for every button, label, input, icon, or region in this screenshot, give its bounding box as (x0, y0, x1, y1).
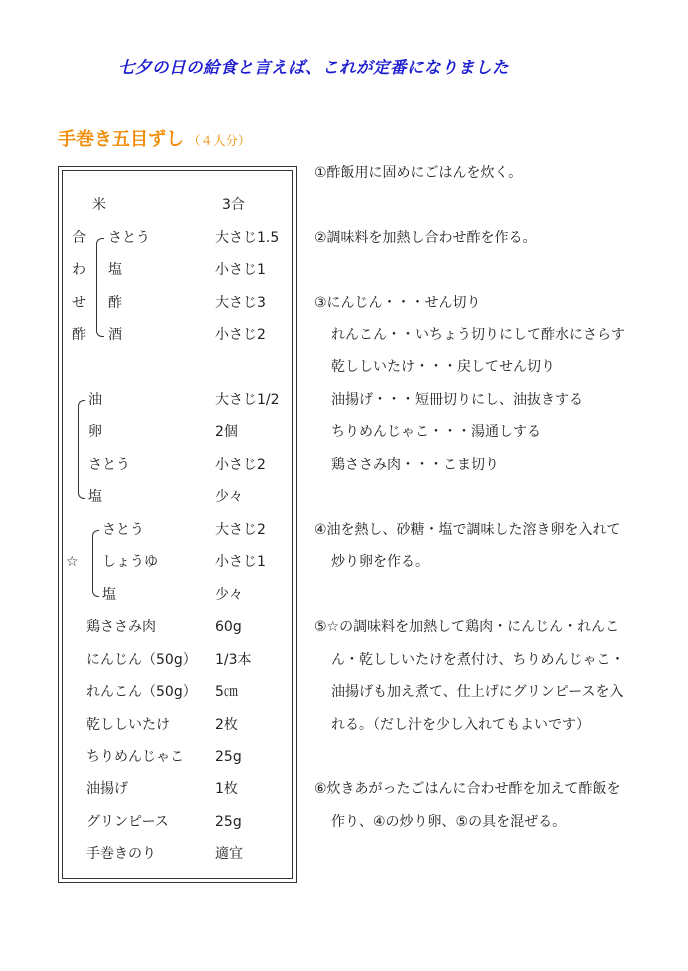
ingredient-amount: 大さじ3 (215, 295, 266, 311)
ingredient-amount: 2枚 (215, 717, 238, 733)
ingredient-amount: 5㎝ (215, 684, 238, 700)
ingredient-name-rice: 米 (92, 197, 106, 213)
ingredient-name: さとう (102, 522, 144, 538)
ingredient-amount: 1枚 (215, 781, 238, 797)
ingredient-name: にんじん（50g） (86, 652, 197, 668)
awasezu-label-char: せ (72, 295, 86, 311)
ingredient-amount: 2個 (215, 424, 238, 440)
awasezu-label-char: わ (72, 262, 86, 278)
ingredient-amount: 大さじ2 (215, 522, 266, 538)
ingredient-name: 塩 (102, 587, 116, 603)
step-line: ③にんじん・・・せん切り (314, 295, 481, 311)
ingredient-amount: 適宜 (215, 846, 243, 862)
ingredient-name: 油揚げ (86, 781, 128, 797)
ingredient-name: 手巻きのり (86, 846, 156, 862)
awasezu-label-char: 酢 (72, 327, 86, 343)
step-line: ⑥炊きあがったごはんに合わせ酢を加えて酢飯を (314, 781, 621, 797)
step-line: ん・乾ししいたけを煮付け、ちりめんじゃこ・ (331, 652, 625, 668)
step-line: 鶏ささみ肉・・・こま切り (331, 457, 499, 473)
recipe-title-row (58, 125, 251, 151)
ingredient-amount-rice: 3合 (222, 197, 245, 213)
ingredient-name: 乾ししいたけ (86, 717, 170, 733)
star-label: ☆ (66, 554, 79, 570)
headline: 七夕の日の給食と言えば、これが定番になりました (118, 58, 509, 77)
recipe-title: 手巻き五目ずし (58, 129, 184, 150)
egg-group-bracket (78, 400, 85, 499)
ingredient-name: グリンピース (86, 814, 169, 830)
ingredient-name: さとう (88, 457, 130, 473)
ingredient-name: 塩 (88, 489, 102, 505)
ingredient-name: 鶏ささみ肉 (86, 619, 156, 635)
step-line: 乾ししいたけ・・・戻してせん切り (331, 359, 555, 375)
step-line: ちりめんじゃこ・・・湯通しする (331, 424, 541, 440)
ingredient-name: しょうゆ (102, 554, 158, 570)
step-line: れる。（だし汁を少し入れてもよいです） (331, 717, 590, 733)
step-line: ④油を熱し、砂糖・塩で調味した溶き卵を入れて (314, 522, 621, 538)
ingredient-name: 酢 (108, 295, 122, 311)
step-line: 作り、④の炒り卵、⑤の具を混ぜる。 (331, 814, 567, 830)
ingredient-name: 卵 (88, 424, 102, 440)
ingredient-amount: 25g (215, 814, 242, 830)
ingredient-amount: 少々 (215, 587, 243, 603)
step-line: ②調味料を加熱し合わせ酢を作る。 (314, 230, 537, 246)
ingredient-name: ちりめんじゃこ (86, 749, 184, 765)
ingredient-name: 塩 (108, 262, 122, 278)
step-line: 炒り卵を作る。 (331, 554, 429, 570)
ingredient-amount: 少々 (215, 489, 243, 505)
ingredient-amount: 60g (215, 619, 242, 635)
awasezu-bracket (96, 238, 104, 337)
ingredient-amount: 25g (215, 749, 242, 765)
ingredient-amount: 小さじ1 (215, 262, 266, 278)
ingredient-amount: 1/3本 (215, 652, 252, 668)
ingredient-amount: 小さじ1 (215, 554, 266, 570)
ingredient-amount: 大さじ1/2 (215, 392, 280, 408)
step-line: ⑤☆の調味料を加熱して鶏肉・にんじん・れんこ (314, 619, 620, 635)
ingredient-amount: 小さじ2 (215, 327, 266, 343)
step-line: ①酢飯用に固めにごはんを炊く。 (314, 165, 523, 181)
step-line: れんこん・・いちょう切りにして酢水にさらす (331, 327, 625, 343)
recipe-serves: （４人分） (188, 133, 251, 148)
ingredient-name: 酒 (108, 327, 122, 343)
step-line: 油揚げ・・・短冊切りにし、油抜きする (331, 392, 583, 408)
ingredient-name: れんこん（50g） (86, 684, 197, 700)
ingredient-name: さとう (108, 230, 150, 246)
awasezu-label-char: 合 (72, 230, 86, 246)
step-line: 油揚げも加え煮て、仕上げにグリンピースを入 (331, 684, 624, 700)
star-group-bracket (92, 530, 99, 597)
ingredient-name: 油 (88, 392, 102, 408)
ingredient-amount: 大さじ1.5 (215, 230, 280, 246)
ingredient-amount: 小さじ2 (215, 457, 266, 473)
